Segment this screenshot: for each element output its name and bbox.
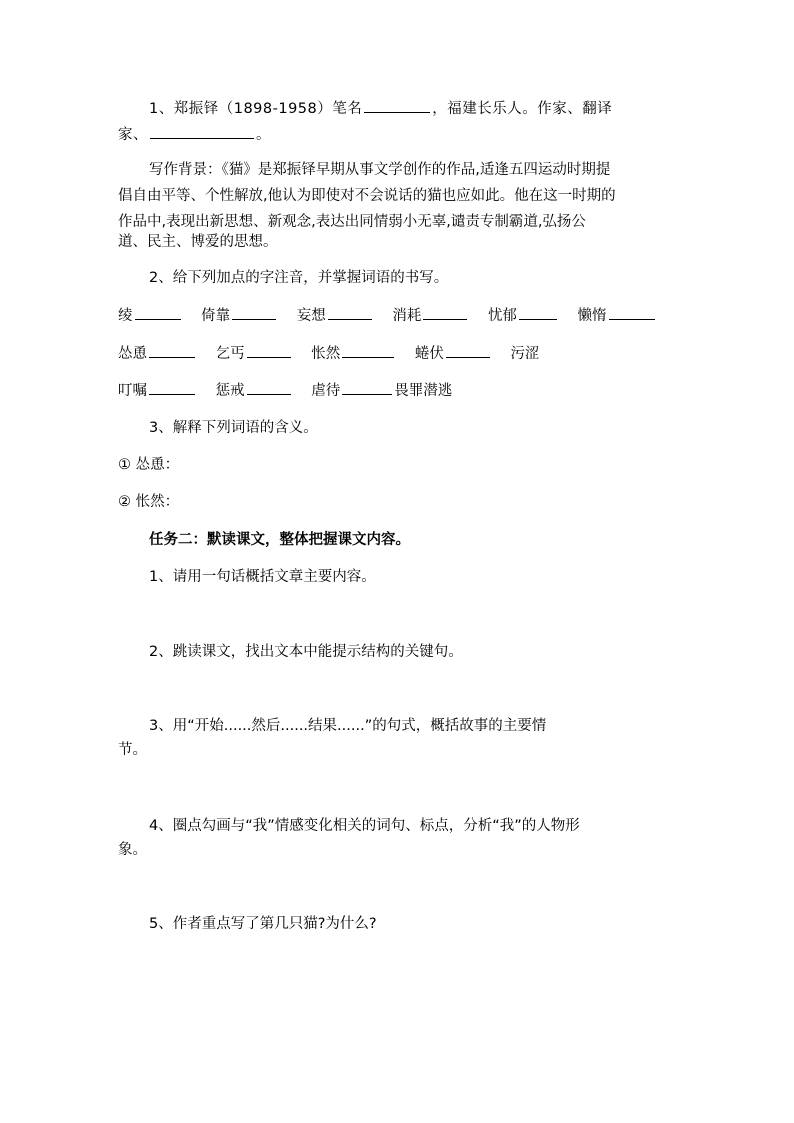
pinyin-blank[interactable] xyxy=(232,305,276,320)
vocab-word: 懒惰 xyxy=(577,308,607,324)
background-line4: 道、民主、博爱的思想。 xyxy=(118,234,278,250)
pinyin-blank[interactable] xyxy=(609,305,655,320)
pinyin-blank[interactable] xyxy=(342,380,392,395)
pinyin-blank[interactable] xyxy=(149,343,195,358)
q2-title: 2、给下列加点的字注音，并掌握词语的书写。 xyxy=(149,270,449,286)
background-line2: 倡自由平等、个性解放,他认为即使对不会说话的猫也应如此。他在这一时期的 xyxy=(118,188,616,204)
q1-line2 xyxy=(118,124,271,145)
vocab-item xyxy=(216,343,293,364)
task2-q5: 5、作者重点写了第几只猫?为什么? xyxy=(149,916,377,932)
vocab-word: 叮嘱 xyxy=(118,383,147,399)
vocab-item xyxy=(216,380,293,401)
pinyin-blank[interactable] xyxy=(247,343,291,358)
pinyin-blank[interactable] xyxy=(446,343,490,358)
vocab-word: 蜷伏 xyxy=(414,346,444,362)
vocab-item xyxy=(311,343,396,364)
vocab-word: 绫 xyxy=(118,308,133,324)
vocab-item xyxy=(118,305,183,326)
pinyin-blank[interactable] xyxy=(135,305,181,320)
q3-title: 3、解释下列词语的含义。 xyxy=(149,420,318,436)
background-line3: 作品中,表现出新思想、新观念,表达出同情弱小无辜,谴责专制霸道,弘扬公 xyxy=(118,214,586,230)
vocab-item xyxy=(118,343,197,364)
vocab-word: 怂恿 xyxy=(118,346,147,362)
vocab-row-2 xyxy=(118,343,553,364)
task2-q1: 1、请用一句话概括文章主要内容。 xyxy=(149,569,376,585)
task2-q3-line1: 3、用“开始......然后......结果......”的句式，概括故事的主要情 xyxy=(149,718,547,734)
vocab-word: 污涩 xyxy=(510,346,540,362)
pinyin-blank[interactable] xyxy=(519,305,557,320)
pinyin-blank[interactable] xyxy=(247,380,291,395)
task2-title: 任务二：默读课文，整体把握课文内容。 xyxy=(149,532,410,548)
vocab-item xyxy=(578,305,657,326)
vocab-item xyxy=(311,380,452,401)
task2-q4-line2: 象。 xyxy=(118,842,147,858)
vocab-word: 消耗 xyxy=(392,308,422,324)
vocab-word: 畏罪潜逃 xyxy=(394,383,453,399)
task2-q3-line2: 节。 xyxy=(118,742,147,758)
vocab-word: 乞丐 xyxy=(215,346,245,362)
vocab-word: 虐待 xyxy=(311,383,341,399)
vocab-word: 倚靠 xyxy=(201,308,231,324)
pinyin-blank[interactable] xyxy=(423,305,467,320)
background-line1: 写作背景：《猫》是郑振铎早期从事文学创作的作品,适逢五四运动时期提 xyxy=(149,162,611,178)
vocab-item xyxy=(297,305,374,326)
vocab-word: 怅然 xyxy=(311,346,341,362)
pinyin-blank[interactable] xyxy=(342,343,394,358)
vocab-item xyxy=(488,305,559,326)
q1-text-b: ，福建长乐人。作家、翻译 xyxy=(432,101,613,117)
vocab-word: 妄想 xyxy=(296,308,326,324)
pinyin-blank[interactable] xyxy=(328,305,372,320)
vocab-word: 忧郁 xyxy=(487,308,517,324)
vocab-item xyxy=(118,380,197,401)
q1-line1 xyxy=(149,98,612,119)
pen-name-blank[interactable] xyxy=(364,98,430,113)
vocab-item xyxy=(415,343,492,364)
q3-item-1: ① 怂恿： xyxy=(118,457,180,473)
vocab-word: 惩戒 xyxy=(215,383,245,399)
vocab-item xyxy=(392,305,469,326)
vocab-item xyxy=(201,305,278,326)
vocab-item xyxy=(510,344,539,364)
vocab-row-3 xyxy=(118,380,452,401)
q1-text-a: 1、郑振铎（1898-1958）笔名 xyxy=(149,101,363,117)
q1-text-c: 家、 xyxy=(118,127,148,143)
q3-item-2: ② 怅然： xyxy=(118,494,180,510)
task2-q4-line1: 4、圈点勾画与“我”情感变化相关的词句、标点，分析“我”的人物形 xyxy=(149,818,580,834)
pinyin-blank[interactable] xyxy=(149,380,195,395)
occupation-blank[interactable] xyxy=(150,124,254,139)
q1-text-d: 。 xyxy=(256,127,271,143)
task2-q2: 2、跳读课文，找出文本中能提示结构的关键句。 xyxy=(149,644,463,660)
vocab-row-1 xyxy=(118,305,671,326)
